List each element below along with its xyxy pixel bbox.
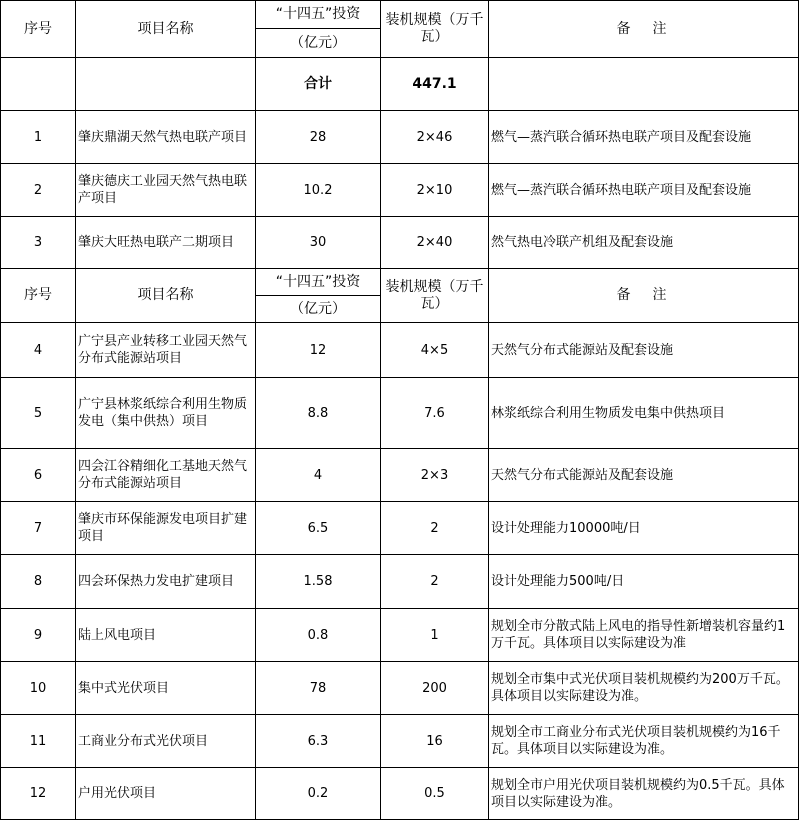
- row-note: 规划全市工商业分布式光伏项目装机规模约为16千瓦。具体项目以实际建设为准。: [489, 715, 799, 768]
- row-seq: 11: [1, 715, 76, 768]
- row-note: 设计处理能力500吨/日: [489, 555, 799, 609]
- row-scale: 1: [381, 609, 489, 662]
- row-scale: 2×40: [381, 217, 489, 269]
- row-invest: 12: [256, 323, 381, 378]
- row-name: 广宁县产业转移工业园天然气分布式能源站项目: [76, 323, 256, 378]
- total-name-empty: [76, 58, 256, 111]
- row-name: 肇庆大旺热电联产二期项目: [76, 217, 256, 269]
- header-scale: 装机规模（万千瓦）: [381, 269, 489, 323]
- row-scale: 7.6: [381, 378, 489, 449]
- row-seq: 12: [1, 768, 76, 820]
- row-seq: 7: [1, 502, 76, 555]
- row-name: 四会江谷精细化工基地天然气分布式能源站项目: [76, 449, 256, 502]
- row-scale: 2×3: [381, 449, 489, 502]
- row-note: 规划全市户用光伏项目装机规模约为0.5千瓦。具体项目以实际建设为准。: [489, 768, 799, 820]
- table-row: [1, 217, 799, 269]
- row-invest: 30: [256, 217, 381, 269]
- table-row: [1, 378, 799, 449]
- row-name: 陆上风电项目: [76, 609, 256, 662]
- row-seq: 8: [1, 555, 76, 609]
- row-name: 肇庆德庆工业园天然气热电联产项目: [76, 164, 256, 217]
- row-note: 燃气—蒸汽联合循环热电联产项目及配套设施: [489, 164, 799, 217]
- row-invest: 6.5: [256, 502, 381, 555]
- row-scale: 2×10: [381, 164, 489, 217]
- row-invest: 8.8: [256, 378, 381, 449]
- total-note-empty: [489, 58, 799, 111]
- total-label: 合计: [256, 58, 381, 111]
- row-note: 天然气分布式能源站及配套设施: [489, 323, 799, 378]
- row-scale: 0.5: [381, 768, 489, 820]
- table-row: [1, 662, 799, 715]
- row-name: 肇庆鼎湖天然气热电联产项目: [76, 111, 256, 164]
- header-invest: [256, 1, 381, 58]
- row-scale: 200: [381, 662, 489, 715]
- row-name: 肇庆市环保能源发电项目扩建项目: [76, 502, 256, 555]
- header-invest: [256, 269, 381, 323]
- table-row: [1, 715, 799, 768]
- row-seq: 1: [1, 111, 76, 164]
- row-note: 燃气—蒸汽联合循环热电联产项目及配套设施: [489, 111, 799, 164]
- header-seq: 序号: [1, 1, 76, 58]
- table-row: [1, 609, 799, 662]
- row-name: 四会环保热力发电扩建项目: [76, 555, 256, 609]
- row-invest: 0.8: [256, 609, 381, 662]
- row-seq: 9: [1, 609, 76, 662]
- row-name: 工商业分布式光伏项目: [76, 715, 256, 768]
- row-name: 户用光伏项目: [76, 768, 256, 820]
- table-row: [1, 164, 799, 217]
- table-row: [1, 111, 799, 164]
- row-invest: 28: [256, 111, 381, 164]
- row-invest: 4: [256, 449, 381, 502]
- row-note: 天然气分布式能源站及配套设施: [489, 449, 799, 502]
- row-note: 设计处理能力10000吨/日: [489, 502, 799, 555]
- header-invest-line1: “十四五”投资: [256, 269, 380, 296]
- row-name: 广宁县林浆纸综合利用生物质发电（集中供热）项目: [76, 378, 256, 449]
- header-row: [1, 1, 799, 58]
- row-scale: 2×46: [381, 111, 489, 164]
- total-row: [1, 58, 799, 111]
- row-note: 林浆纸综合利用生物质发电集中供热项目: [489, 378, 799, 449]
- header-row: [1, 269, 799, 323]
- row-scale: 16: [381, 715, 489, 768]
- table-row: [1, 323, 799, 378]
- row-note: 规划全市集中式光伏项目装机规模约为200万千瓦。具体项目以实际建设为准。: [489, 662, 799, 715]
- header-note: 备 注: [489, 1, 799, 58]
- row-seq: 10: [1, 662, 76, 715]
- row-scale: 2: [381, 555, 489, 609]
- header-note: 备 注: [489, 269, 799, 323]
- total-value: 447.1: [381, 58, 489, 111]
- header-invest-line1: “十四五”投资: [256, 1, 380, 29]
- row-invest: 78: [256, 662, 381, 715]
- header-scale: 装机规模（万千瓦）: [381, 1, 489, 58]
- row-name: 集中式光伏项目: [76, 662, 256, 715]
- total-seq-empty: [1, 58, 76, 111]
- table-row: [1, 555, 799, 609]
- row-seq: 6: [1, 449, 76, 502]
- row-invest: 6.3: [256, 715, 381, 768]
- header-invest-line2: （亿元）: [290, 301, 346, 317]
- row-invest: 0.2: [256, 768, 381, 820]
- header-seq: 序号: [1, 269, 76, 323]
- row-seq: 5: [1, 378, 76, 449]
- row-note: 规划全市分散式陆上风电的指导性新增装机容量约1万千瓦。具体项目以实际建设为准: [489, 609, 799, 662]
- row-scale: 2: [381, 502, 489, 555]
- row-scale: 4×5: [381, 323, 489, 378]
- row-seq: 3: [1, 217, 76, 269]
- row-note: 然气热电冷联产机组及配套设施: [489, 217, 799, 269]
- table-row: [1, 502, 799, 555]
- table-row: [1, 768, 799, 820]
- row-invest: 1.58: [256, 555, 381, 609]
- header-invest-line2: （亿元）: [290, 35, 346, 51]
- table-row: [1, 449, 799, 502]
- row-seq: 4: [1, 323, 76, 378]
- header-name: 项目名称: [76, 269, 256, 323]
- row-invest: 10.2: [256, 164, 381, 217]
- row-seq: 2: [1, 164, 76, 217]
- header-name: 项目名称: [76, 1, 256, 58]
